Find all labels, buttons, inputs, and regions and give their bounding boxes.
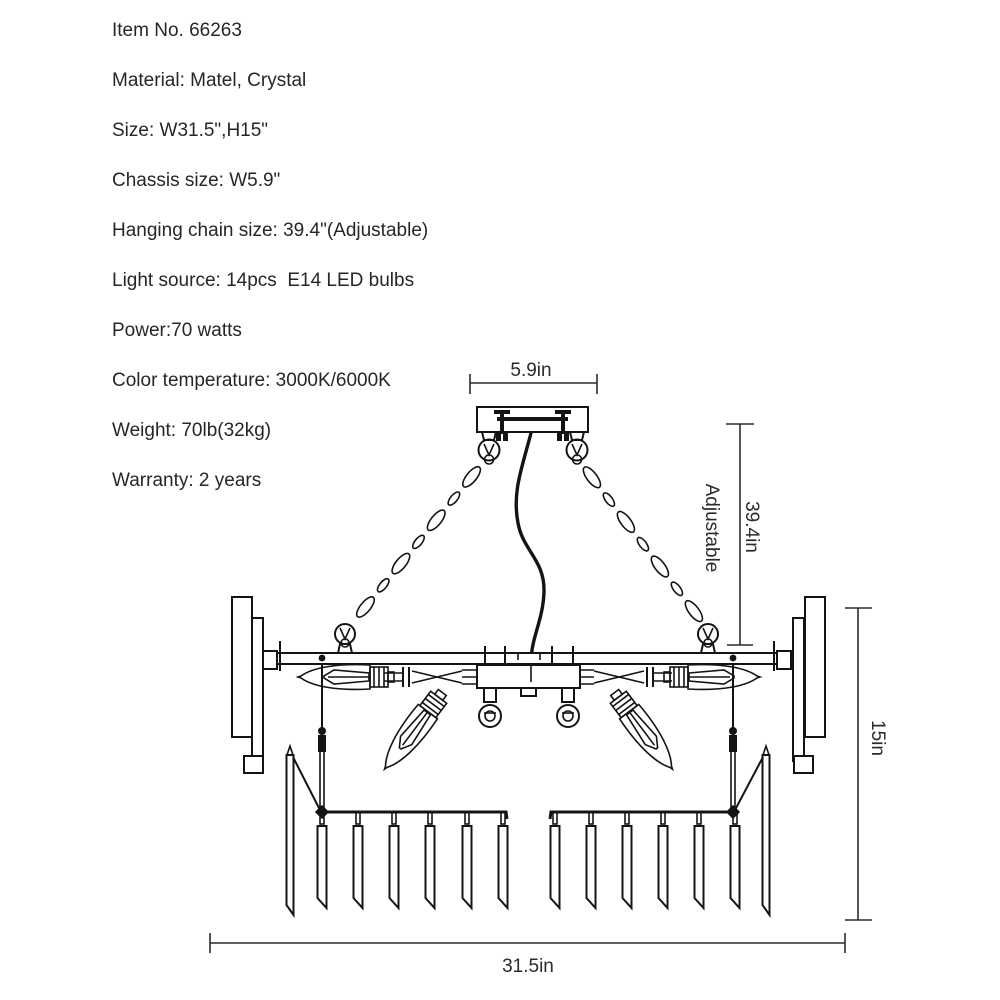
crystal-drop (551, 812, 560, 908)
bulb-left-horizontal (298, 665, 394, 690)
crystal-drop (318, 812, 327, 908)
spec-weight: Weight: 70lb(32kg) (112, 420, 272, 441)
end-plate-left (232, 597, 263, 773)
dimension-adjustable-label: Adjustable (701, 483, 722, 573)
power-cord (516, 433, 544, 681)
crystal-drop (499, 812, 508, 908)
dimension-height-label: 15in (867, 720, 888, 756)
dimension-chain-length (701, 424, 762, 645)
bulb-right-diagonal (605, 685, 683, 777)
rod-arm-left (384, 667, 477, 687)
chassis-box (477, 665, 580, 727)
dimension-chain-length-label: 39.4in (741, 501, 762, 553)
dimension-width (210, 933, 845, 977)
crystal-drop (623, 812, 632, 908)
spec-chassis-size: Chassis size: W5.9" (112, 170, 281, 191)
crystal-drop (587, 812, 596, 908)
spec-color-temperature: Color temperature: 3000K/6000K (112, 370, 391, 391)
bar-swivel-left (335, 624, 355, 653)
crystal-drop (731, 812, 740, 908)
spec-power: Power:70 watts (112, 320, 242, 341)
dimension-height (845, 608, 888, 920)
crystal-drop (463, 812, 472, 908)
bulb-left-diagonal (375, 685, 453, 777)
spec-material: Material: Matel, Crystal (112, 70, 307, 91)
crystal-drop (426, 812, 435, 908)
spec-light-source: Light source: 14pcs E14 LED bulbs (112, 270, 415, 291)
rod-arm-right (580, 667, 672, 687)
drop-rail (320, 812, 737, 819)
dimension-width-label: 31.5in (502, 956, 554, 977)
spec-size: Size: W31.5",H15" (112, 120, 269, 141)
dimension-chassis-width (470, 360, 597, 394)
hanging-chain-right (580, 464, 705, 624)
dimension-chassis-width-label: 5.9in (510, 360, 552, 381)
spec-chain-size: Hanging chain size: 39.4"(Adjustable) (112, 220, 429, 241)
bar-swivel-right (698, 624, 718, 653)
spec-warranty: Warranty: 2 years (112, 470, 262, 491)
spec-item-number: Item No. 66263 (112, 20, 242, 41)
hanging-chain-left (354, 464, 484, 620)
crystal-drop (390, 812, 399, 908)
canopy (477, 407, 588, 464)
end-plate-right (793, 597, 825, 773)
bulb-right-horizontal (664, 665, 760, 690)
canopy-swivel-right (567, 432, 588, 464)
crystal-drop (695, 812, 704, 908)
outer-drop-left (287, 746, 321, 915)
crystal-drop (354, 812, 363, 908)
crystal-drops (318, 812, 740, 908)
crystal-drop (659, 812, 668, 908)
